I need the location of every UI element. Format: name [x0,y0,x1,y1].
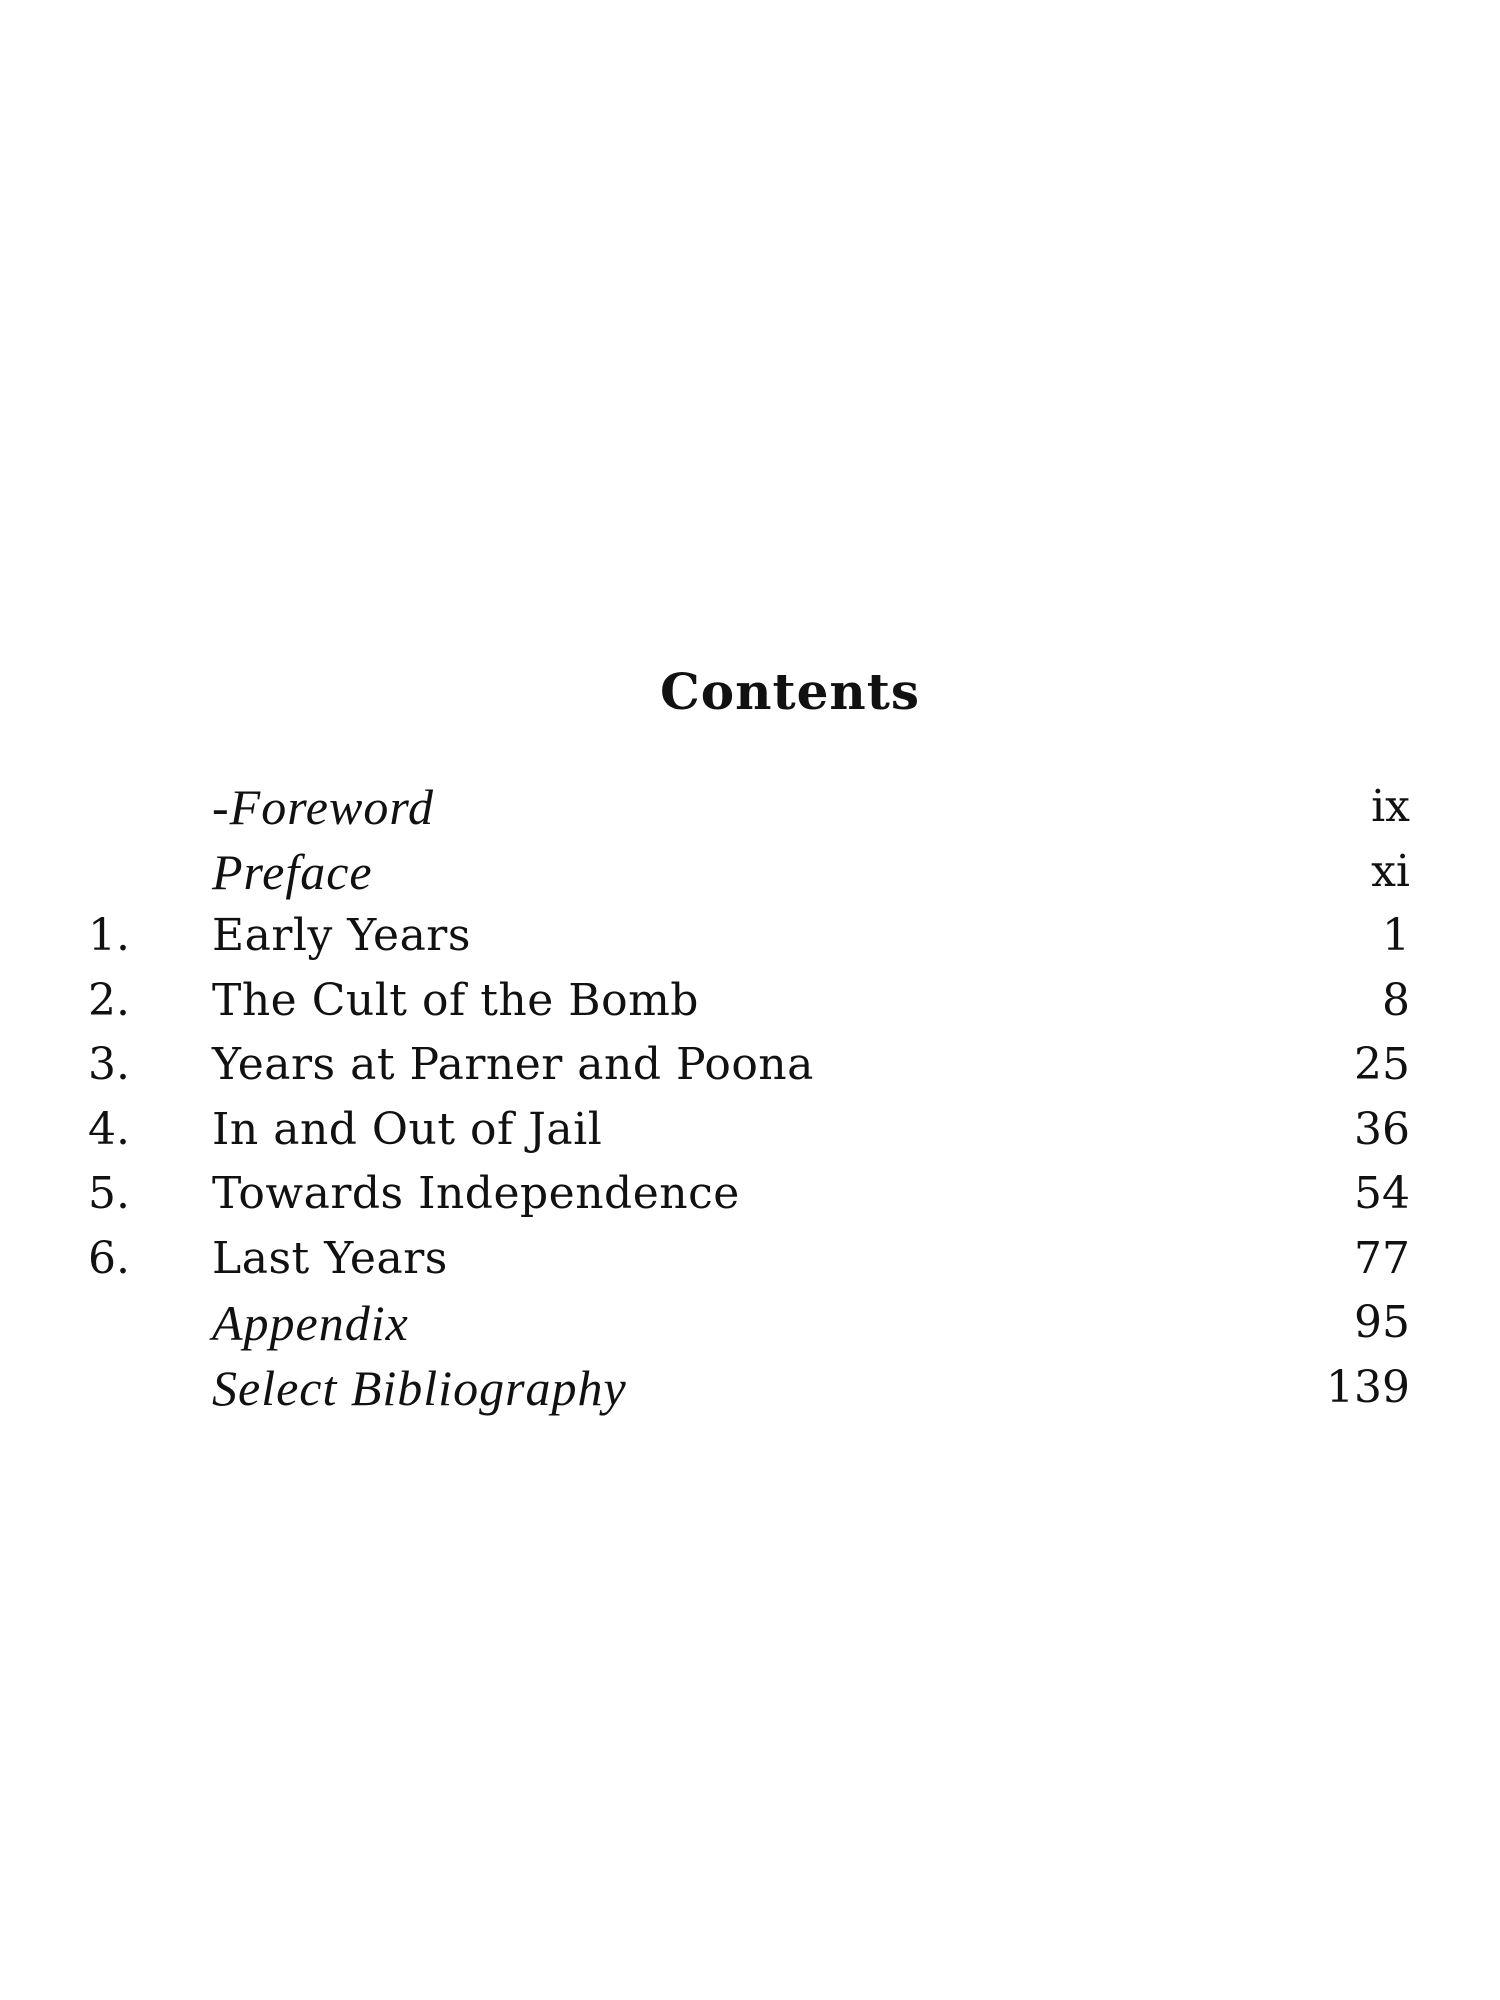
toc-entry-label: Appendix [212,1295,409,1351]
toc-entry-label: Towards Independence [212,1168,740,1219]
toc-entry-number: 3. [88,1039,130,1090]
toc-entry-page-number: 25 [1354,1039,1410,1090]
toc-entry [88,904,1410,969]
toc-entry-page-number: xi [1371,845,1410,897]
toc-entry-page-number: 1 [1382,910,1410,961]
toc-entry-label: Last Years [212,1232,448,1284]
toc-entry [88,1356,1410,1421]
toc-entry-label: -Foreword [212,779,434,835]
toc-entry-label: Select Bibliography [212,1359,627,1416]
toc-entry [88,969,1410,1034]
toc-entry-label: Years at Parner and Poona [212,1039,814,1090]
toc-entry-page-number: 139 [1326,1361,1410,1413]
toc-entry [88,1162,1410,1227]
toc-entry-page-number: 95 [1354,1297,1410,1348]
toc-entry-page-number: 8 [1382,974,1410,1026]
toc-entry [88,1227,1410,1292]
toc-entry-number: 4. [88,1103,130,1155]
toc-entry-number: 1. [88,910,130,961]
toc-entry [88,775,1410,840]
toc-entry-number: 5. [88,1168,130,1219]
toc-entry-label: Early Years [212,910,471,961]
table-of-contents [88,775,1410,1420]
toc-entry-number: 2. [88,974,130,1026]
toc-entry-number: 6. [88,1232,130,1284]
toc-entry-label: In and Out of Jail [212,1103,603,1155]
toc-entry-page-number: ix [1371,781,1410,832]
toc-entry-page-number: 54 [1354,1168,1410,1219]
page-title: Contents [659,661,920,721]
toc-entry-label: Preface [212,843,373,900]
toc-entry [88,1033,1410,1098]
toc-entry-page-number: 77 [1354,1232,1410,1284]
toc-entry [88,1098,1410,1163]
toc-entry-label: The Cult of the Bomb [212,974,699,1026]
toc-entry [88,840,1410,905]
toc-entry [88,1291,1410,1356]
toc-entry-page-number: 36 [1354,1103,1410,1155]
